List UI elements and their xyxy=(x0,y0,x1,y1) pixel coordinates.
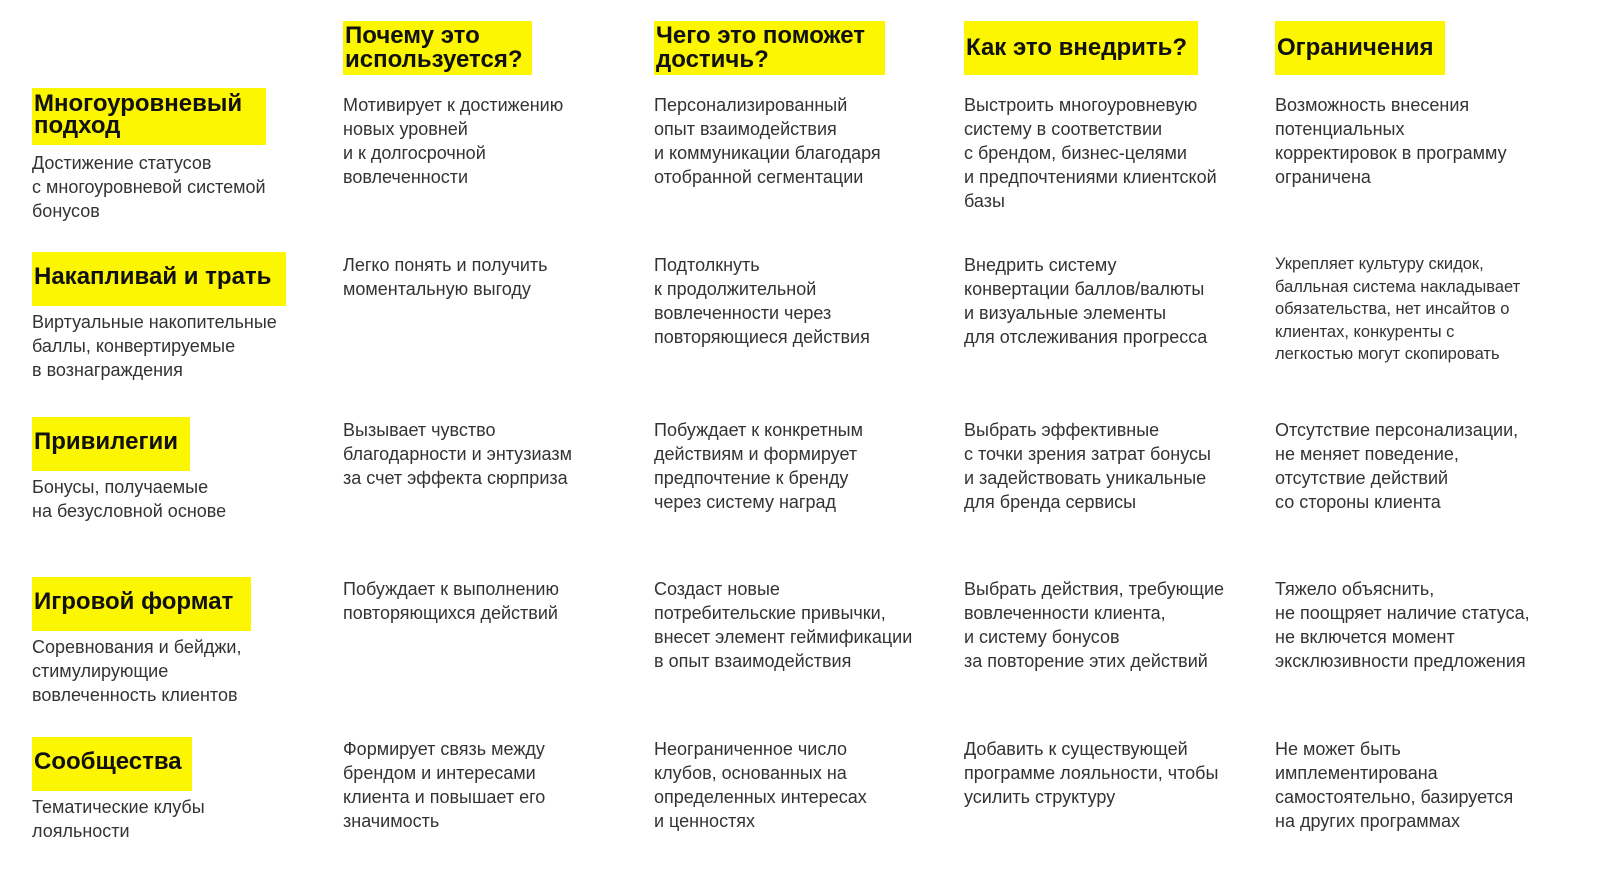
cell-how-earn-burn: Внедрить систему конвертации баллов/валюты и визуальные элементы для отслеживания прогресса xyxy=(964,255,1208,347)
cell-limits-gamification: Тяжело объяснить, не поощряет наличие статуса, не включется момент эксклюзивности предложения xyxy=(1275,579,1530,671)
cell-why-privileges: Вызывает чувство благодарности и энтузиазм за счет эффекта сюрприза xyxy=(343,420,572,488)
cell-limits-communities: Не может быть имплементирована самостоятельно, базируется на других программах xyxy=(1275,739,1514,831)
row-title-communities: Сообщества xyxy=(32,737,192,791)
cell-goal-earn-burn: Подтолкнуть к продолжительной вовлеченности через повторяющиеся действия xyxy=(654,255,870,347)
cell-how-communities: Добавить к существующей программе лояльности, чтобы усилить структуру xyxy=(964,739,1219,807)
header-why: Почему это используется? xyxy=(343,21,532,75)
cell-goal-communities: Неограниченное число клубов, основанных на определенных интересах и ценностях xyxy=(654,739,867,831)
row-title-privileges: Привилегии xyxy=(32,417,190,471)
cell-how-gamification: Выбрать действия, требующие вовлеченности клиента, и систему бонусов за повторение этих действий xyxy=(964,579,1225,671)
row-desc-gamification: Соревнования и бейджи, стимулирующие вовлеченность клиентов xyxy=(32,637,242,705)
cell-how-multilevel: Выстроить многоуровневую систему в соответствии с брендом, бизнес-целями и предпочтениями клиентской базы xyxy=(964,95,1217,211)
row-desc-privileges: Бонусы, получаемые на безусловной основе xyxy=(32,477,227,521)
row-title-gamification: Игровой формат xyxy=(32,577,251,631)
header-how: Как это внедрить? xyxy=(964,21,1198,75)
cell-why-gamification: Побуждает к выполнению повторяющихся действий xyxy=(343,579,559,623)
row-title-earn-burn: Накапливай и трать xyxy=(32,252,286,306)
cell-why-earn-burn: Легко понять и получить моментальную выгоду xyxy=(343,255,548,299)
cell-goal-privileges: Побуждает к конкретным действиям и формирует предпочтение к бренду через систему наград xyxy=(654,420,863,512)
cell-limits-privileges: Отсутствие персонализации, не меняет поведение, отсутствие действий со стороны клиента xyxy=(1275,420,1519,512)
cell-goal-gamification: Создаст новые потребительские привычки, внесет элемент геймификации в опыт взаимодействия xyxy=(654,579,913,671)
header-goal: Чего это поможет достичь? xyxy=(654,21,885,75)
row-desc-multilevel: Достижение статусов с многоуровневой системой бонусов xyxy=(32,153,266,221)
row-title-multilevel: Многоуровневый подход xyxy=(32,88,266,145)
cell-why-multilevel: Мотивирует к достижению новых уровней и к долгосрочной вовлеченности xyxy=(343,95,564,187)
header-limits: Ограничения xyxy=(1275,21,1445,75)
cell-limits-earn-burn: Укрепляет культуру скидок, балльная система накладывает обязательства, нет инсайтов о клиентах, конкуренты с легкостью могут скопировать xyxy=(1275,255,1521,363)
cell-limits-multilevel: Возможность внесения потенциальных корректировок в программу ограничена xyxy=(1275,95,1507,187)
row-desc-communities: Тематические клубы лояльности xyxy=(32,797,205,841)
cell-why-communities: Формирует связь между брендом и интересами клиента и повышает его значимость xyxy=(343,739,546,831)
cell-how-privileges: Выбрать эффективные с точки зрения затрат бонусы и задействовать уникальные для бренда сервисы xyxy=(964,420,1211,512)
row-desc-earn-burn: Виртуальные накопительные баллы, конвертируемые в вознаграждения xyxy=(32,312,277,380)
cell-goal-multilevel: Персонализированный опыт взаимодействия и коммуникации благодаря отобранной сегментации xyxy=(654,95,881,187)
